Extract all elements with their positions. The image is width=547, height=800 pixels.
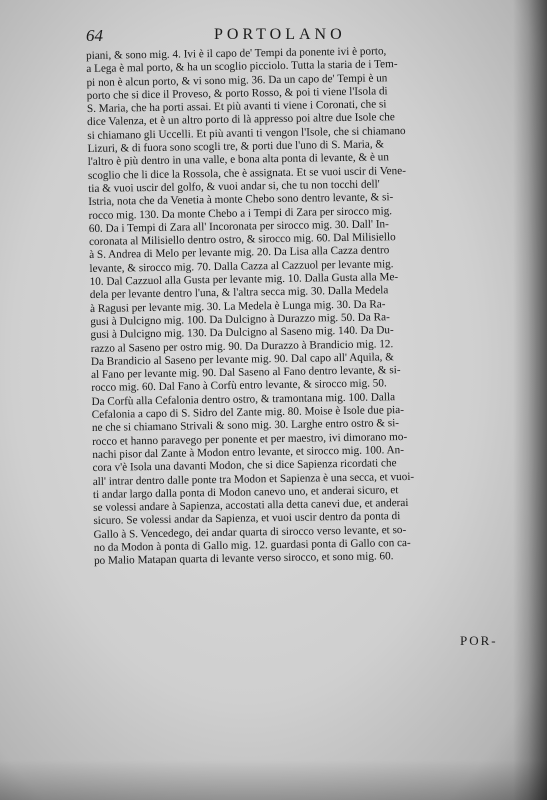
text-line: à Ragusi per levante mig. 30. La Medela è Lunga mig. 30. Da Ra- (89, 297, 386, 315)
text-line: coronata al Milisiello dentro ostro, & sirocco mig. 60. Dal Milisiello (88, 231, 396, 249)
page-number: 64 (86, 26, 103, 45)
text-line: S. Maria, che ha porti assai. Et più avanti ti viene i Coronati, che si (86, 98, 387, 116)
text-line: levante, & sirocco mig. 70. Dalla Cazza al Cazzuol per levante mig. (89, 257, 394, 275)
text-line: scoglio che li dice la Rossola, che è assignata. Et se vuoi uscir di Vene- (87, 164, 406, 182)
text-line: tia & vuoi uscir del golfo, & vuoi andar si, che tu non tocchi dell' (88, 178, 380, 195)
text-line: porto che si dice il Proveso, & porto Rosso, & poi ti viene l'Isola di (86, 85, 388, 102)
text-line: ne che si chiamano Strivali & sono mig. 30. Larghe entro ostro & si- (91, 417, 400, 435)
text-line: rocco et hanno paravego per ponente et per maestro, ivi dimorano mo- (92, 430, 408, 448)
text-line: 60. Da i Tempi di Zara all' Incoronata per sirocco mig. 30. Dall' In- (88, 218, 389, 235)
text-line: gusi à Dulcigno mig. 130. Da Dulcigno al Saseno mig. 140. Da Du- (90, 324, 394, 342)
text-line: dice Valenza, et è un altro porto di là appresso poi altre due Isole che (87, 111, 395, 129)
text-line: se volessi andare à Sapienza, accostati alla detta canevi due, et anderai (93, 497, 409, 515)
page-gutter-shadow (513, 0, 547, 800)
text-line: ti andar largo dalla ponta di Modon canevo uno, et anderai sicuro, et (92, 483, 399, 501)
text-line: all' intrar dentro dalle ponte tra Modon et Sapienza è una secca, et vuoi- (92, 470, 415, 488)
text-line: Lizuri, & di fuora sono scogli tre, & porti due l'uno di S. Maria, & (87, 138, 385, 156)
catchword: POR- (460, 633, 498, 648)
running-title: PORTOLANO (214, 26, 346, 43)
text-line: po Malio Matapan quarta di levante verso sirocco, et sono mig. 60. (93, 550, 394, 568)
text-line: l'altro è più dentro in una valle, e bona alta ponta di levante, & è un (87, 151, 390, 169)
text-line: Da Brandicio al Saseno per levante mig. 90. Dal capo all' Aquila, & (90, 351, 395, 368)
page-bottom-shadow (0, 760, 547, 800)
text-line: sicuro. Se volessi andar da Sapienza, et vuoi uscir dentro da ponta di (93, 510, 401, 528)
text-line: piani, & sono mig. 4. Ivi è il capo de' Tempi da ponente ivi è porto, (86, 45, 387, 62)
text-line: si chiamano gli Uccelli. Et più avanti ti vengon l'Isole, che si chiamano (87, 124, 406, 142)
text-line: al Fano per levante mig. 90. Dal Saseno al Fano dentro levante, & si- (91, 364, 401, 382)
text-line: no da Modon à ponta di Gallo mig. 12. guardasi ponta di Gallo con ca- (93, 536, 411, 554)
text-line: Gallo à S. Vencedego, dei andar quarta di sirocco verso levante, et so- (93, 523, 407, 541)
text-line: a Lega è mal porto, & ha un scoglio picciolo. Tutta la staria de i Tem- (86, 58, 398, 76)
text-line: Cefalonia a capo di S. Sidro del Zante mig. 80. Moise è Isole due pia- (91, 404, 405, 421)
text-line: rocco mig. 60. Dal Fano à Corfù entro levante, & sirocco mig. 50. (91, 377, 387, 395)
text-line: Istria, nota che da Venetia à monte Chebo sono dentro levante, & si- (88, 191, 394, 209)
text-line: razzo al Saseno per ostro mig. 90. Da Durazzo à Brandicio mig. 12. (90, 337, 394, 355)
text-line: pi non è alcun porto, & vi sono mig. 36. Da un capo de' Tempi è un (86, 71, 388, 89)
text-line: 10. Dal Cazzuol alla Gusta per levante mig. 10. Dalla Gusta alla Me- (89, 271, 399, 289)
text-line: rocco mig. 130. Da monte Chebo a i Tempi di Zara per sirocco mig. (88, 204, 393, 222)
text-line: Da Corfù alla Cefalonia dentro ostro, & tramontana mig. 100. Dalla (91, 390, 396, 408)
text-line: nachi pisor dal Zante à Modon entro levante, et sirocco mig. 100. An- (92, 443, 405, 461)
text-line: dela per levante dentro l'una, & l'altra secca mig. 30. Dalla Medela (89, 284, 389, 302)
body-text (86, 43, 528, 568)
text-line: à S. Andrea di Melo per levante mig. 20. Da Lisa alla Cazza dentro (89, 244, 390, 262)
text-line: cora v'è Isola una davanti Modon, che si dice Sapienza ricordati che (92, 457, 397, 475)
text-line: gusi à Dulcigno mig. 100. Da Dulcigno à Durazzo mig. 50. Da Ra- (90, 311, 390, 328)
